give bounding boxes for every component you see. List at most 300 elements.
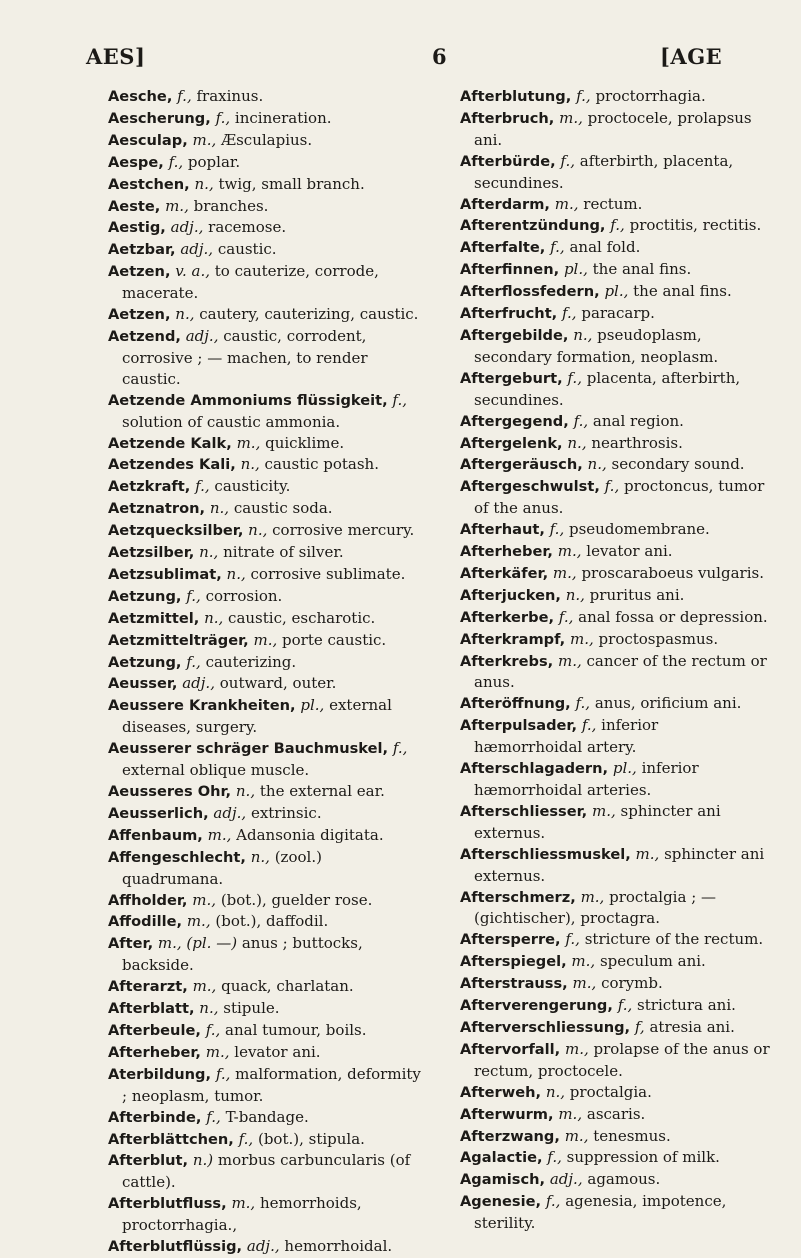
dictionary-entry xyxy=(108,498,424,520)
dictionary-entry xyxy=(460,801,770,844)
dictionary-entry xyxy=(108,1193,424,1236)
entry-definition: secondary sound. xyxy=(611,455,745,474)
entry-grammar: v. a., xyxy=(175,262,210,281)
entry-definition: hemorrhoids, proctorrhagia., xyxy=(122,1194,362,1235)
entry-grammar: f., xyxy=(565,930,580,949)
entry-definition: quack, charlatan. xyxy=(221,977,354,996)
entry-grammar: f., xyxy=(604,477,620,496)
entry-headword: Afterentzündung, xyxy=(460,217,606,235)
entry-grammar: n., xyxy=(226,564,246,583)
entry-headword: Afterblutflüssig, xyxy=(108,1238,243,1256)
entry-headword: Affholder, xyxy=(108,891,188,909)
entry-headword: Aetzende Kalk, xyxy=(108,434,232,452)
entry-grammar: adj., xyxy=(549,1170,583,1189)
entry-grammar: pl., xyxy=(300,696,325,715)
entry-grammar: f., xyxy=(392,739,408,758)
entry-headword: Aftergebilde, xyxy=(460,326,569,344)
entry-headword: Afterkäfer, xyxy=(460,564,549,582)
dictionary-entry xyxy=(108,564,424,586)
entry-grammar: f., xyxy=(581,716,597,735)
dictionary-entry xyxy=(108,196,424,218)
dictionary-entry xyxy=(460,303,770,325)
dictionary-entry xyxy=(108,174,424,196)
entry-grammar: n., xyxy=(199,999,219,1018)
entry-definition: the anal fins. xyxy=(633,282,732,301)
entry-grammar: f., xyxy=(168,152,184,171)
entry-definition: porte caustic. xyxy=(282,630,387,649)
entry-headword: Aetzen, xyxy=(108,263,171,281)
dictionary-entry xyxy=(460,476,770,519)
entry-definition: fraxinus. xyxy=(196,87,264,105)
entry-headword: Aetzbar, xyxy=(108,241,176,259)
entry-grammar: f., xyxy=(575,694,591,713)
entry-definition: quicklime. xyxy=(265,433,345,452)
entry-grammar: m., xyxy=(253,630,278,649)
dictionary-entry xyxy=(460,1039,770,1082)
dictionary-entry xyxy=(460,693,770,715)
entry-definition: branches. xyxy=(193,196,269,215)
dictionary-entry xyxy=(460,585,770,607)
dictionary-entry xyxy=(460,563,770,585)
entry-headword: Aetzkraft, xyxy=(108,478,191,496)
entry-grammar: adj., xyxy=(182,674,215,693)
dictionary-entry xyxy=(460,995,770,1017)
entry-grammar: f., xyxy=(195,477,210,496)
entry-grammar: f., xyxy=(205,1020,221,1039)
entry-definition: (bot.), daffodil. xyxy=(215,912,329,931)
entry-definition: causticity. xyxy=(214,477,291,496)
entry-definition: the anal fins. xyxy=(592,260,692,279)
dictionary-entry xyxy=(460,758,770,801)
dictionary-entry xyxy=(460,607,770,629)
entry-grammar: f., xyxy=(186,586,201,605)
entry-definition: proscaraboeus vulgaris. xyxy=(581,563,764,582)
dictionary-entry xyxy=(108,652,424,674)
dictionary-entry xyxy=(460,715,770,758)
entry-grammar: m., xyxy=(231,1194,256,1213)
entry-grammar: n., xyxy=(204,608,224,627)
entry-grammar: f., xyxy=(562,304,577,323)
entry-grammar: adj., xyxy=(185,326,219,345)
dictionary-entry xyxy=(460,1082,770,1104)
entry-definition: afterbirth, placenta, secundines. xyxy=(474,151,734,192)
entry-headword: Afterschliesser, xyxy=(460,802,588,820)
entry-headword: Afterschmerz, xyxy=(460,888,576,906)
entry-headword: Afterverschliessung, xyxy=(460,1018,631,1036)
entry-grammar: m., xyxy=(236,433,261,452)
entry-headword: Aftergeburt, xyxy=(460,369,563,387)
entry-grammar: f., xyxy=(610,216,625,235)
entry-definition: levator ani. xyxy=(586,542,673,561)
dictionary-entry xyxy=(460,433,770,455)
entry-headword: Affengeschlecht, xyxy=(108,848,246,866)
entry-definition: caustic, escharotic. xyxy=(228,608,376,627)
entry-headword: Afterspiegel, xyxy=(460,953,567,971)
entry-headword: Aetzung, xyxy=(108,587,182,605)
entry-definition: atresia ani. xyxy=(649,1017,735,1036)
entry-headword: Afterbürde, xyxy=(460,152,556,170)
entry-headword: Aestig, xyxy=(108,219,166,237)
entry-definition: suppression of milk. xyxy=(566,1148,720,1167)
dictionary-entry xyxy=(460,368,770,411)
dictionary-entry xyxy=(108,1042,424,1064)
entry-grammar: f., xyxy=(238,1129,254,1148)
dictionary-entry xyxy=(460,281,770,303)
entry-grammar: m., xyxy=(186,912,211,931)
entry-headword: Afterheber, xyxy=(460,543,553,561)
entry-definition: anus, orificium ani. xyxy=(594,694,742,713)
entry-headword: Afterblutung, xyxy=(460,88,572,105)
entry-grammar: f, xyxy=(634,1017,645,1036)
entry-grammar: m., xyxy=(572,974,597,993)
entry-grammar: m., xyxy=(559,108,583,127)
entry-headword: Afterhaut, xyxy=(460,521,545,539)
dictionary-entry xyxy=(108,911,424,933)
entry-grammar: n., xyxy=(248,521,268,540)
entry-grammar: f., xyxy=(547,1148,562,1167)
dictionary-entry xyxy=(108,890,424,912)
dictionary-entry xyxy=(108,586,424,608)
entry-definition: anal fold. xyxy=(569,238,641,257)
entry-definition: nitrate of silver. xyxy=(223,543,344,562)
dictionary-entry xyxy=(460,651,770,694)
entry-definition: external oblique muscle. xyxy=(122,761,310,780)
entry-headword: Afterschlagadern, xyxy=(460,760,609,778)
dictionary-entry xyxy=(108,630,424,652)
entry-definition: stipule. xyxy=(223,999,280,1018)
entry-headword: Aestchen, xyxy=(108,175,190,193)
entry-grammar: adj., xyxy=(170,218,204,237)
entry-grammar: f., xyxy=(392,390,407,409)
entry-headword: Aftergelenk, xyxy=(460,434,563,452)
entry-definition: extrinsic. xyxy=(250,803,322,822)
entry-grammar: adj., xyxy=(213,803,247,822)
dictionary-entry xyxy=(108,1020,424,1042)
dictionary-entry xyxy=(108,1150,424,1193)
dictionary-entry xyxy=(108,781,424,803)
dictionary-entry xyxy=(108,261,424,304)
entry-grammar: n., xyxy=(567,433,587,452)
entry-headword: Aeste, xyxy=(108,197,161,215)
entry-definition: corrosive mercury. xyxy=(272,521,415,540)
entry-grammar: m., xyxy=(165,196,189,215)
entry-headword: Aftergeschwulst, xyxy=(460,478,600,496)
dictionary-entry xyxy=(108,476,424,498)
entry-grammar: m., xyxy=(635,844,660,863)
entry-grammar: f., xyxy=(177,87,192,105)
entry-headword: Agenesie, xyxy=(460,1193,542,1211)
entry-definition: proctoncus, tumor of the anus. xyxy=(474,477,765,518)
entry-headword: Afterkrebs, xyxy=(460,652,554,670)
entry-headword: Aetzendes Kali, xyxy=(108,456,236,474)
entry-definition: (bot.), stipula. xyxy=(257,1129,365,1148)
entry-headword: Aetzen, xyxy=(108,306,171,324)
entry-headword: Aetzsilber, xyxy=(108,544,195,562)
dictionary-entry xyxy=(108,976,424,998)
entry-definition: agenesia, impotence, sterility. xyxy=(474,1192,727,1233)
entry-definition: proctospasmus. xyxy=(598,629,719,648)
dictionary-entry xyxy=(108,673,424,695)
entry-grammar: n., xyxy=(565,585,585,604)
dictionary-entry xyxy=(108,1064,424,1107)
entry-headword: Afterblutfluss, xyxy=(108,1195,227,1213)
entry-grammar: n., xyxy=(250,847,270,866)
entry-grammar: m., xyxy=(207,825,232,844)
dictionary-entry xyxy=(460,325,770,368)
entry-headword: Afterfrucht, xyxy=(460,305,558,323)
entry-headword: Afterstrauss, xyxy=(460,975,568,993)
entry-grammar: m., xyxy=(558,1104,583,1123)
dictionary-entry xyxy=(460,454,770,476)
entry-headword: Afterbinde, xyxy=(108,1108,202,1126)
dictionary-entry xyxy=(460,887,770,930)
dictionary-entry xyxy=(460,237,770,259)
entry-headword: Aescherung, xyxy=(108,109,211,127)
entry-grammar: n., xyxy=(175,305,195,324)
entry-headword: Afterflossfedern, xyxy=(460,283,600,301)
entry-grammar: m., xyxy=(554,194,579,213)
dictionary-entry xyxy=(460,1104,770,1126)
entry-definition: poplar. xyxy=(187,152,241,171)
dictionary-entry xyxy=(108,738,424,781)
entry-definition: pruritus ani. xyxy=(589,585,685,604)
entry-grammar: f., xyxy=(215,108,231,127)
entry-headword: Afterheber, xyxy=(108,1043,201,1061)
entry-definition: ascaris. xyxy=(586,1104,646,1123)
dictionary-entry xyxy=(108,454,424,476)
dictionary-entry xyxy=(108,825,424,847)
entry-headword: Afterweh, xyxy=(460,1083,542,1101)
entry-definition: anal fossa or depression. xyxy=(578,607,768,626)
dictionary-entry xyxy=(460,951,770,973)
entry-definition: pseudoplasm, secondary formation, neoplasm. xyxy=(474,325,719,366)
entry-definition: to cauterize, corrode, macerate. xyxy=(122,262,379,303)
entry-grammar: adj., xyxy=(180,240,214,259)
entry-grammar: m., xyxy=(570,629,594,648)
entry-definition: caustic. xyxy=(217,240,277,259)
dictionary-entry xyxy=(460,1017,770,1039)
entry-grammar: n., xyxy=(545,1082,566,1101)
entry-headword: Aetzmittelträger, xyxy=(108,631,249,649)
entry-grammar: m., xyxy=(192,890,217,909)
entry-definition: Æsculapius. xyxy=(221,130,313,149)
entry-definition: prolapse of the anus or rectum, proctocele. xyxy=(474,1039,770,1080)
entry-headword: Aesche, xyxy=(108,88,173,105)
entry-headword: Afterblatt, xyxy=(108,1000,195,1018)
entry-grammar: n.) xyxy=(192,1151,214,1170)
entry-grammar: m., xyxy=(564,1126,589,1145)
entry-definition: outward, outer. xyxy=(219,674,337,693)
entry-grammar: n., xyxy=(235,782,256,800)
entry-definition: racemose. xyxy=(208,218,287,237)
dictionary-entry xyxy=(460,844,770,887)
entry-definition: inferior hæmorrhoidal arteries. xyxy=(474,759,699,799)
dictionary-entry xyxy=(108,152,424,174)
entry-grammar: f., xyxy=(206,1107,221,1126)
entry-grammar: n., xyxy=(194,174,214,193)
entry-definition: nearthrosis. xyxy=(591,433,683,452)
entry-headword: Aetzend, xyxy=(108,327,181,345)
entry-headword: Aftergegend, xyxy=(460,412,569,430)
entry-grammar: n., xyxy=(573,325,593,344)
entry-headword: Afterblut, xyxy=(108,1152,189,1170)
entry-definition: T-bandage. xyxy=(225,1107,309,1126)
entry-grammar: m., xyxy=(192,977,217,996)
entry-definition: morbus carbuncularis (of cattle). xyxy=(122,1151,411,1192)
dictionary-entry xyxy=(460,411,770,433)
left-column xyxy=(108,86,424,1258)
dictionary-entry xyxy=(108,803,424,825)
dictionary-entry xyxy=(460,541,770,563)
page-number: 6 xyxy=(432,44,447,69)
entry-definition: hemorrhoidal. xyxy=(284,1237,393,1256)
dictionary-entry xyxy=(460,194,770,216)
dictionary-entry xyxy=(108,326,424,390)
entry-headword: Afteröffnung, xyxy=(460,695,571,713)
entry-grammar: f., xyxy=(573,411,589,430)
dictionary-entry xyxy=(460,519,770,541)
entry-definition: sphincter ani externus. xyxy=(474,801,721,842)
entry-headword: Afterfalte, xyxy=(460,239,546,257)
dictionary-entry xyxy=(108,108,424,130)
entry-definition: corrosion. xyxy=(205,586,283,605)
entry-grammar: m., (pl. —) xyxy=(157,934,238,953)
entry-grammar: f., xyxy=(558,607,574,626)
dictionary-entry xyxy=(108,239,424,261)
entry-grammar: m., xyxy=(557,542,582,561)
entry-definition: anus ; buttocks, backside. xyxy=(122,934,363,975)
header-guide-word-left: AES] xyxy=(86,44,146,69)
dictionary-entry xyxy=(460,1126,770,1148)
entry-definition: placenta, afterbirth, secundines. xyxy=(474,368,741,409)
entry-headword: Aespe, xyxy=(108,153,164,171)
entry-definition: stricture of the rectum. xyxy=(584,930,764,949)
dictionary-entry xyxy=(460,151,770,194)
dictionary-entry xyxy=(460,215,770,237)
entry-definition: the external ear. xyxy=(259,782,385,800)
entry-headword: Aetzsublimat, xyxy=(108,565,222,583)
running-header xyxy=(0,44,801,74)
entry-grammar: n., xyxy=(209,499,230,518)
entry-grammar: pl., xyxy=(612,759,637,778)
entry-definition: proctalgia ; —(gichtischer), proctagra. xyxy=(474,887,717,928)
entry-headword: Afterzwang, xyxy=(460,1127,560,1145)
entry-grammar: f., xyxy=(576,87,591,105)
dictionary-entry xyxy=(460,108,770,151)
entry-grammar: n., xyxy=(240,455,260,474)
entry-headword: Aftervorfall, xyxy=(460,1040,561,1058)
entry-headword: Afterblättchen, xyxy=(108,1130,234,1148)
dictionary-entry xyxy=(460,86,770,108)
dictionary-entry xyxy=(460,1169,770,1191)
dictionary-entry xyxy=(460,1147,770,1169)
entry-grammar: m., xyxy=(592,801,616,820)
entry-headword: Afterverengerung, xyxy=(460,997,613,1015)
dictionary-entry xyxy=(108,998,424,1020)
entry-definition: tenesmus. xyxy=(593,1126,671,1145)
entry-definition: caustic soda. xyxy=(233,499,333,518)
entry-headword: Affodille, xyxy=(108,913,183,931)
entry-definition: inferior hæmorrhoidal artery. xyxy=(474,716,659,757)
entry-headword: Afterjucken, xyxy=(460,586,561,604)
entry-headword: Aeusseres Ohr, xyxy=(108,783,232,800)
entry-grammar: f., xyxy=(550,238,565,257)
dictionary-entry xyxy=(108,304,424,326)
entry-grammar: m., xyxy=(192,130,217,149)
entry-grammar: m., xyxy=(580,887,605,906)
dictionary-entry xyxy=(108,608,424,630)
dictionary-entry xyxy=(108,933,424,976)
dictionary-entry xyxy=(108,130,424,152)
right-column xyxy=(460,86,770,1234)
entry-definition: paracarp. xyxy=(581,304,655,323)
entry-grammar: m., xyxy=(571,952,596,971)
entry-headword: Aeusserlich, xyxy=(108,804,209,822)
entry-definition: corrosive sublimate. xyxy=(250,564,406,583)
dictionary-entry xyxy=(108,86,424,108)
entry-headword: After, xyxy=(108,935,154,953)
dictionary-entry xyxy=(108,1236,424,1258)
dictionary-entry xyxy=(460,259,770,281)
entry-definition: proctitis, rectitis. xyxy=(629,216,762,235)
entry-definition: levator ani. xyxy=(234,1042,321,1061)
entry-headword: Aftersperre, xyxy=(460,931,561,949)
dictionary-entry xyxy=(108,847,424,890)
entry-definition: solution of caustic ammonia. xyxy=(122,412,341,431)
entry-grammar: f., xyxy=(186,652,201,671)
entry-headword: Aetzquecksilber, xyxy=(108,522,244,540)
entry-headword: Aetznatron, xyxy=(108,500,206,518)
entry-definition: external diseases, surgery. xyxy=(122,696,392,737)
entry-definition: speculum ani. xyxy=(599,952,706,971)
entry-definition: proctorrhagia. xyxy=(595,87,706,105)
entry-headword: Afterdarm, xyxy=(460,195,550,213)
entry-definition: (zool.) quadrumana. xyxy=(122,847,322,888)
entry-grammar: f., xyxy=(215,1064,231,1083)
dictionary-entry xyxy=(460,1191,770,1234)
entry-definition: proctalgia. xyxy=(569,1082,652,1101)
entry-headword: Affenbaum, xyxy=(108,826,203,844)
entry-headword: Agamisch, xyxy=(460,1171,546,1189)
entry-definition: twig, small branch. xyxy=(218,174,365,193)
entry-definition: anal tumour, boils. xyxy=(225,1020,367,1039)
dictionary-entry xyxy=(108,542,424,564)
entry-headword: Aeusser, xyxy=(108,675,178,693)
entry-grammar: f., xyxy=(560,151,575,170)
entry-headword: Aesculap, xyxy=(108,131,188,149)
dictionary-entry xyxy=(460,629,770,651)
entry-grammar: n., xyxy=(587,455,607,474)
entry-grammar: m., xyxy=(564,1039,589,1058)
entry-grammar: f., xyxy=(549,520,565,539)
entry-definition: strictura ani. xyxy=(637,996,736,1015)
entry-headword: Aeussere Krankheiten, xyxy=(108,697,296,715)
entry-headword: Afterarzt, xyxy=(108,978,188,996)
entry-definition: malformation, deformity ; neoplasm, tumor. xyxy=(122,1064,421,1105)
entry-definition: Adansonia digitata. xyxy=(236,825,384,844)
dictionary-entry xyxy=(108,217,424,239)
entry-headword: Aterbildung, xyxy=(108,1065,212,1083)
entry-grammar: m., xyxy=(552,563,577,582)
dictionary-entry xyxy=(108,1129,424,1151)
entry-headword: Afterfinnen, xyxy=(460,261,560,279)
dictionary-entry xyxy=(460,929,770,951)
entry-definition: rectum. xyxy=(583,194,643,213)
entry-definition: agamous. xyxy=(587,1170,661,1189)
dictionary-entry xyxy=(460,973,770,995)
entry-definition: caustic potash. xyxy=(264,455,379,474)
entry-grammar: m., xyxy=(557,651,582,670)
